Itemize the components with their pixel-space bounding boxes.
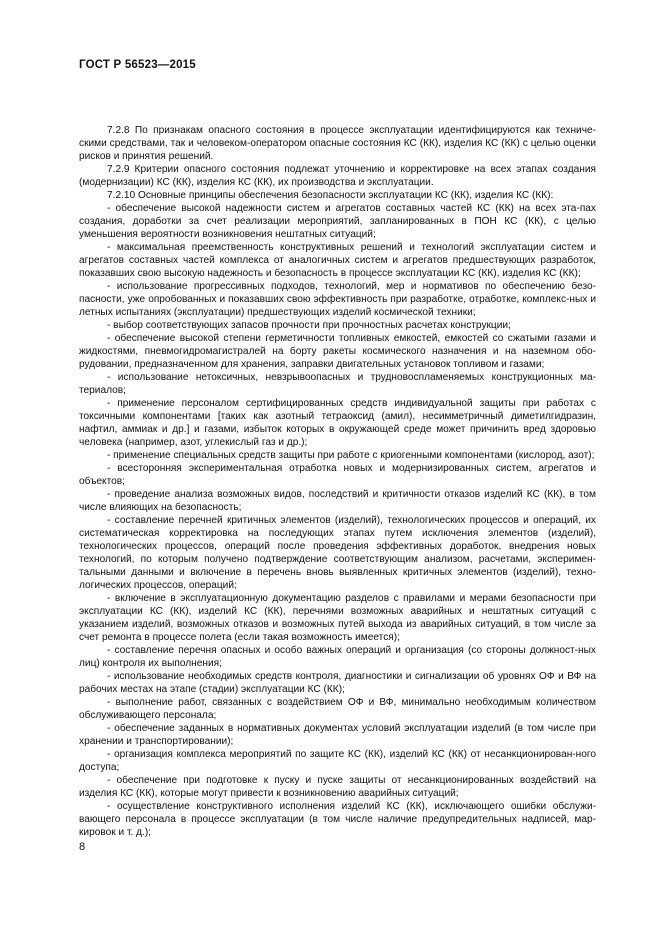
- paragraph-7-2-9: 7.2.9 Критерии опасного состояния подлежат уточнению и корректировке на всех этапах создания (модернизации) КС (КК), изделия КС (КК), их производства и эксплуатации.: [79, 164, 596, 188]
- list-item: - использование прогрессивных подходов, технологий, мер и нормативов по обеспечению безо-пасности, уже опробованных и показавших свою эффективность при разработке, отработке, комплекс-ных и летных испытаниях (эксплуатации) предшествующих изделий космической техники;: [79, 281, 596, 318]
- paragraph-7-2-8: 7.2.8 По признакам опасного состояния в процессе эксплуатации идентифицируются как техниче-скими средствами, так и человеком-оператором опасные состояния КС (КК), изделия КС (КК) с целью оценки рисков и принятия решений.: [79, 125, 596, 162]
- list-item: - обеспечение высокой степени герметичности топливных емкостей, емкостей со сжатыми газами и жидкостями, пневмогидромагистралей на борту ракеты космического назначения и на наземном обо-рудовании, предназначенном для хранения, заправки двигательных установок топливом и газами;: [79, 333, 596, 370]
- list-item: - выбор соответствующих запасов прочности при прочностных расчетах конструкции;: [107, 320, 511, 331]
- list-item: - осуществление конструктивного исполнения изделий КС (КК), исключающего ошибки обслужи-вающего персонала в процессе эксплуатации (в том числе наличие предупредительных надписей, мар-кировок и т. д.);: [79, 801, 596, 838]
- list-item: - обеспечение заданных в нормативных документах условий эксплуатации изделий (в том числе при хранении и транспортировании);: [79, 723, 596, 747]
- list-item: - обеспечение высокой надежности систем и агрегатов составных частей КС (КК) на всех эта-пах создания, доработки за счет реализации мероприятий, запланированных в ПОН КС (КК), с целью уменьшения вероятности возникновения нештатных ситуаций;: [79, 203, 596, 240]
- list-item: - всесторонняя экспериментальная отработка новых и модернизированных систем, агрегатов и объектов;: [79, 463, 596, 487]
- list-item: - максимальная преемственность конструктивных решений и технологий эксплуатации систем и агрегатов составных частей комплекса от аналогичных систем и агрегатов предшествующих разработок, показавших свою высокую надежность и безопасность в процессе эксплуатации КС (КК), изделия КС (КК);: [79, 242, 596, 279]
- list-item: - составление перечней критичных элементов (изделий), технологических процессов и операций, их систематическая корректировка на последующих этапах путем исключения элементов (изделий), технологических процессов, операций после проведения эффективных доработок, внедрения новых технологий, по которым получено подтверждение соответствующим анализом, расчетами, эксперимен-тальными данными и включение в перечень вновь выявленных критичных элементов (изделий), техно-логических процессов, операций;: [79, 515, 596, 591]
- list-item: - обеспечение при подготовке к пуску и пуске защиты от несанкционированных воздействий на изделия КС (КК), которые могут привести к возникновению аварийных ситуаций;: [79, 775, 596, 799]
- list-item: - использование необходимых средств контроля, диагностики и сигнализации об уровнях ОФ и ВФ на рабочих местах на этапе (стадии) эксплуатации КС (КК);: [79, 671, 596, 695]
- page-number: 8: [79, 841, 86, 853]
- list-item: - применение специальных средств защиты при работе с криогенными компонентами (кислород, азот);: [107, 450, 595, 461]
- list-item: - организация комплекса мероприятий по защите КС (КК), изделий КС (КК) от несанкционирован-ного доступа;: [79, 749, 596, 773]
- document-body: [79, 124, 596, 839]
- document-header: ГОСТ Р 56523—2015: [79, 59, 196, 71]
- list-item: - использование нетоксичных, невзрывоопасных и трудновоспламеняемых конструкционных ма-териалов;: [79, 372, 596, 396]
- list-item: - проведение анализа возможных видов, последствий и критичности отказов изделий КС (КК), в том числе влияющих на безопасность;: [79, 489, 596, 513]
- list-item: - составление перечня опасных и особо важных операций и организация (со стороны должност-ных лиц) контроля их выполнения;: [79, 645, 596, 669]
- list-item: - включение в эксплуатационную документацию разделов с правилами и мерами безопасности при эксплуатации КС (КК), изделий КС (КК), перечнями возможных аварийных и нештатных ситуаций с указанием изделий, возможных отказов и возможных путей выхода из аварийных ситуаций, в том числе за счет ремонта в процессе полета (если такая возможность имеется);: [79, 593, 596, 643]
- paragraph-7-2-10: 7.2.10 Основные принципы обеспечения безопасности эксплуатации КС (КК), изделия КС (КК):: [107, 190, 554, 201]
- list-item: - применение персоналом сертифицированных средств индивидуальной защиты при работах с токсичными компонентами [таких как азотный тетраоксид (амил), несимметричный диметилгидразин, нафтил, аммиак и др.] и газами, избыток которых в окружающей среде может причинить вред здоровью человека (например, азот, углекислый газ и др.);: [79, 398, 596, 448]
- list-item: - выполнение работ, связанных с воздействием ОФ и ВФ, минимально необходимым количеством обслуживающего персонала;: [79, 697, 596, 721]
